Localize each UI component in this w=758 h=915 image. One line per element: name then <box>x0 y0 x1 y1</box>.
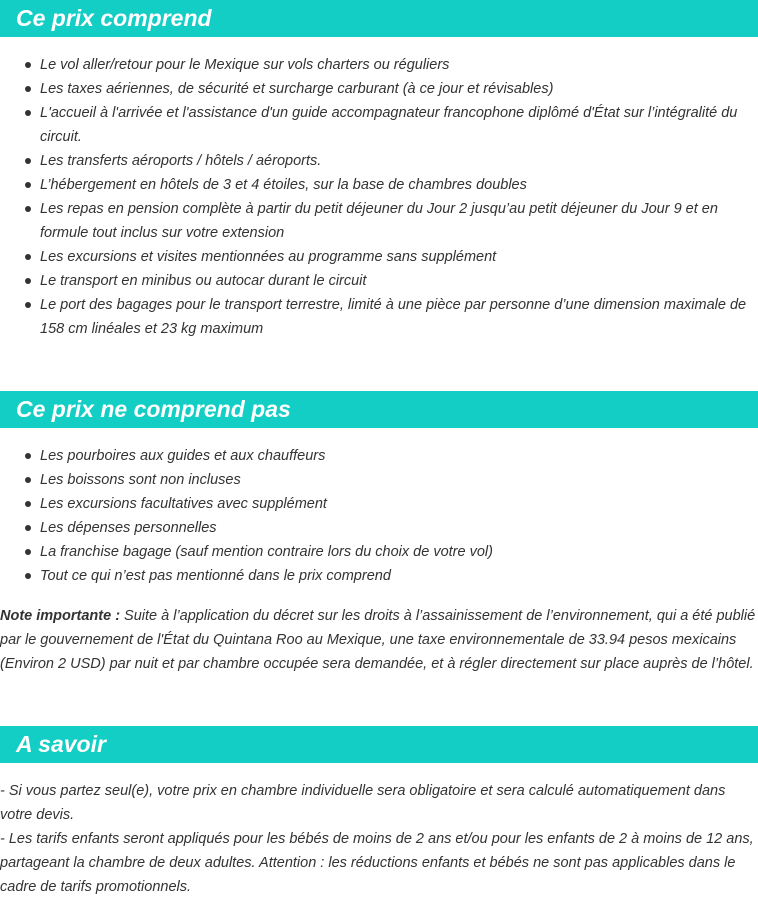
excluded-item: Tout ce qui n’est pas mentionné dans le prix comprend <box>0 564 758 588</box>
savoir-paragraph: - Les tarifs enfants seront appliqués pour les bébés de moins de 2 ans et/ou pour les enfants de 2 à moins de 12 ans, partageant la chambre de deux adultes. Attention : les réductions enfants et bébés ne sont pas applicables dans le cadre de tarifs promotionnels. <box>0 831 754 895</box>
excluded-list <box>0 444 758 588</box>
savoir-content <box>0 779 758 899</box>
section-header-included <box>0 0 758 37</box>
section-title-included: Ce prix comprend <box>16 5 212 31</box>
excluded-item: Les pourboires aux guides et aux chauffeurs <box>0 444 758 468</box>
important-note-text: Suite à l’application du décret sur les droits à l’assainissement de l’environnement, qui a été publié par le gouvernement de l'État du Quintana Roo au Mexique, une taxe environnementale de 33.94 pesos mexicains (Environ 2 USD) par nuit et par chambre occupée sera demandée, et à régler directement sur place auprès de l’hôtel. <box>0 608 756 672</box>
section-title-savoir: A savoir <box>16 731 106 757</box>
included-item: Le transport en minibus ou autocar durant le circuit <box>0 269 758 293</box>
included-list <box>0 53 758 341</box>
included-item: Les excursions et visites mentionnées au programme sans supplément <box>0 245 758 269</box>
included-item: Le port des bagages pour le transport terrestre, limité à une pièce par personne d’une dimension maximale de 158 cm linéales et 23 kg maximum <box>0 293 758 341</box>
included-item: Les taxes aériennes, de sécurité et surcharge carburant (à ce jour et révisables) <box>0 77 758 101</box>
excluded-item: La franchise bagage (sauf mention contraire lors du choix de votre vol) <box>0 540 758 564</box>
included-item: Les repas en pension complète à partir du petit déjeuner du Jour 2 jusqu’au petit déjeuner du Jour 9 et en formule tout inclus sur votre extension <box>0 197 758 245</box>
included-item: L’hébergement en hôtels de 3 et 4 étoiles, sur la base de chambres doubles <box>0 173 758 197</box>
excluded-item: Les boissons sont non incluses <box>0 468 758 492</box>
excluded-item: Les excursions facultatives avec supplément <box>0 492 758 516</box>
excluded-item: Les dépenses personnelles <box>0 516 758 540</box>
important-note-label: Note importante : <box>0 608 121 624</box>
included-item: Le vol aller/retour pour le Mexique sur vols charters ou réguliers <box>0 53 758 77</box>
included-item: Les transferts aéroports / hôtels / aéroports. <box>0 149 758 173</box>
important-note <box>0 604 758 676</box>
included-item: L'accueil à l'arrivée et l'assistance d'un guide accompagnateur francophone diplômé d'État sur l’intégralité du circuit. <box>0 101 758 149</box>
savoir-paragraph: - Si vous partez seul(e), votre prix en chambre individuelle sera obligatoire et sera calculé automatiquement dans votre devis. <box>0 783 726 823</box>
section-header-savoir <box>0 726 758 763</box>
section-title-excluded: Ce prix ne comprend pas <box>16 396 291 422</box>
section-header-excluded <box>0 391 758 428</box>
